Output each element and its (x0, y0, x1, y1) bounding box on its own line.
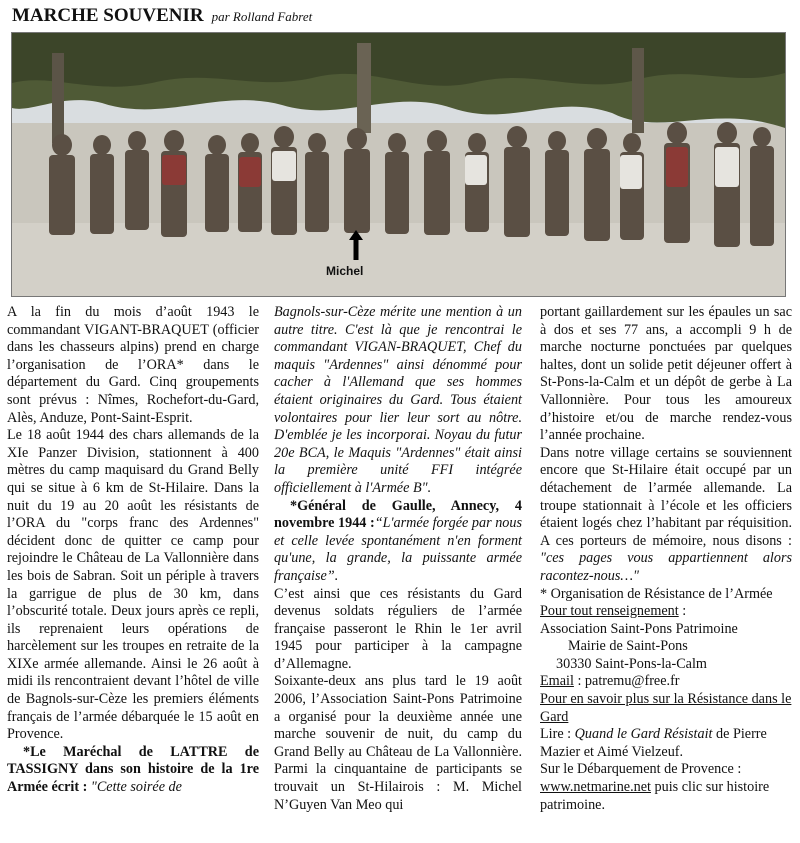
paragraph: C’est ainsi que ces résistants du Gard devenus soldats réguliers de l’armée française passeront le Rhin le 1er avril 1945 pour participer à la campagne d’Allemagne. (274, 585, 522, 672)
paragraph: A la fin du mois d’août 1943 le commandant VIGANT-BRAQUET (officier dans les chasseurs alpins) prend en charge l’organisation de l’ORA* dans le département du Gard. Cinq groupements sont prévus : Nîmes, Rochefort-du-Gard, Alès, Anduze, Pont-Saint-Esprit. (7, 304, 259, 426)
photo-caption-michel: Michel (326, 264, 364, 278)
email-label: Email (540, 673, 574, 690)
email-address[interactable]: : patremu@free.fr (573, 673, 680, 690)
website-intro: Sur le Débarquement de Provence : (540, 761, 742, 778)
info-colon: : (678, 603, 687, 620)
article-title (12, 5, 312, 27)
info-heading: Pour tout renseignement (540, 603, 679, 620)
group-photo (11, 32, 786, 297)
quote-attribution: *Général de Gaulle, Annecy, 4 novembre 1944 : (274, 497, 522, 532)
paragraph (540, 445, 792, 586)
up-arrow-icon (349, 230, 363, 260)
reading-suggestion (540, 726, 792, 761)
paragraph-text: Dans notre village certains se souviennent encore que St-Hilaire était occupé par un détachement de l’armée allemande. La troupe stationnait à l’école et les officiers étaient logés chez l’habitant par réquisition. A ces porteurs de mémoire, nous disons : (540, 444, 792, 549)
article-column-3 (540, 304, 792, 814)
article-column-2 (274, 304, 522, 814)
association-name: Association Saint-Pons Patrimoine (540, 620, 738, 637)
title-text: MARCHE SOUVENIR (12, 5, 204, 26)
mairie-name: Mairie de Saint-Pons (568, 638, 688, 655)
ora-footnote: * Organisation de Résistance de l’Armée (540, 585, 773, 602)
website-link[interactable]: www.netmarine.net (540, 779, 651, 796)
info-line (540, 603, 792, 621)
city-address: 30330 Saint-Pons-la-Calm (556, 655, 707, 672)
paragraph-quote-lattre (7, 744, 259, 797)
paragraph: Le 18 août 1944 des chars allemands de la XIe Panzer Division, stationnent à 400 mètres du camp maquisard du Grand Belly qui se situe à 6 km de St-Hilaire. Dans la nuit du 19 au 20 août les résistants de l’ORA du "corps franc des Ardennes" décident donc de quitter ce camp pour rejoindre le Château de La Vallonnière dans les bois de Sabran. Soit un périple à travers la garrigue de plus de 30 km, dans l’obscurité totale. Deux jours après ce repli, ils reprenaient leurs opérations de harcèlement sur les troupes en retraite de la XIXe armée allemande. Ainsi le 26 août à midi ils rencontraient devant l’hôtel de ville de Bagnols-sur-Cèze les premiers éléments français de l’armée débarquée le 15 août en Provence. (7, 427, 259, 743)
quote-continuation: Bagnols-sur-Cèze mérite une mention à un autre titre. C'est là que je rencontrai le commandant VIGAN-BRAQUET, Chef du maquis "Ardennes" ainsi dénommé pour cacher à l'Allemand que ses hommes étaient originaires du Gard. Tous étaient volontaires pour lier leur sort au nôtre. D'emblée je les incorporai. Noyau du futur 20e BCA, le Maquis "Ardennes" était ainsi la première unité FFI intégrée officiellement à l'Armée B". (274, 304, 522, 496)
more-info-heading: Pour en savoir plus sur la Résistance dans le Gard (540, 691, 792, 725)
email-line (540, 673, 792, 691)
website-suffix: puis clic sur histoire patrimoine. (540, 779, 770, 813)
website-line (540, 761, 792, 814)
quote-text: "Cette soirée de (90, 779, 182, 796)
group-photo-illustration (12, 33, 785, 296)
book-title: Quand le Gard Résistait (574, 726, 713, 743)
paragraph: Soixante-deux ans plus tard le 19 août 2006, l’Association Saint-Pons Patrimoine a organisé pour la deuxième année une marche souvenir de nuit, du camp du Grand Belly au Château de La Vallonnière. Parmi la cinquantaine de participants se trouvait un St-Hilairois : M. Michel N’Guyen Van Meo qui (274, 673, 522, 813)
read-prefix: Lire : (540, 726, 575, 743)
article-column-1 (7, 304, 259, 797)
byline: par Rolland Fabret (211, 9, 313, 24)
quote-text: “L'armée forgée par nous et celle levée spontanément n'en forment qu'une, la grande, la puissante armée française”. (274, 515, 522, 584)
paragraph: portant gaillardement sur les épaules un sac à dos et ses 77 ans, a accompli 9 h de marche nocturne ponctuées par quelques haltes, dont un solide petit déjeuner offert à St-Pons-la-Calm et un dépôt de gerbe à La Vallonnière. Pour tous les amoureux d’histoire et/ou de marche rendez-vous l’année prochaine. (540, 304, 792, 444)
paragraph-quote-gaulle (274, 498, 522, 586)
quote-attribution: *Le Maréchal de LATTRE de TASSIGNY dans son histoire de la 1re Armée écrit : (7, 743, 259, 796)
quote-text: "ces pages vous appartiennent alors racontez-nous…" (540, 550, 792, 584)
book-authors: de Pierre Mazier et Aimé Vielzeuf. (540, 726, 767, 760)
